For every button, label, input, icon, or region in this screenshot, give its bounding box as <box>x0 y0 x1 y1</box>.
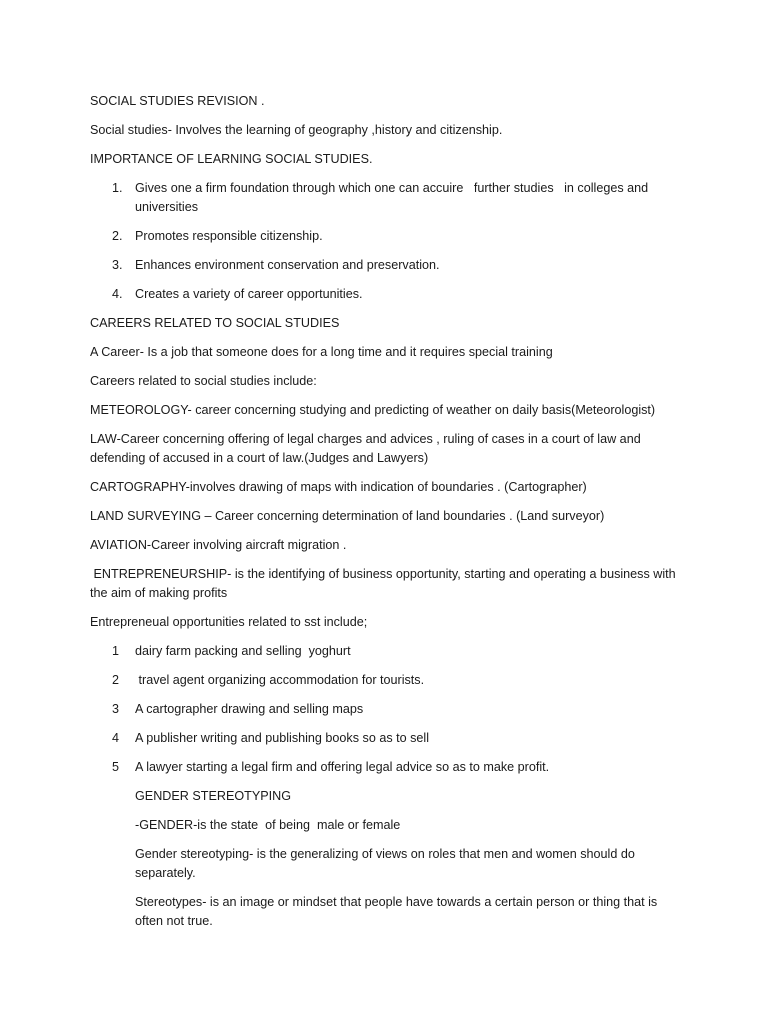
career-definition: A Career- Is a job that someone does for a long time and it requires special training <box>90 345 553 359</box>
list-text: Creates a variety of career opportunities. <box>135 287 363 301</box>
list-number: 2. <box>112 229 123 243</box>
list-item <box>90 227 680 246</box>
list-text: Promotes responsible citizenship. <box>135 229 323 243</box>
list-item <box>90 700 680 719</box>
list-item <box>90 179 680 217</box>
list-item <box>90 256 680 275</box>
document-title: SOCIAL STUDIES REVISION . <box>90 94 265 108</box>
career-entrepreneurship: ENTREPRENEURSHIP- is the identifying of business opportunity, starting and operating a business with the aim of making profits <box>90 567 680 600</box>
entrepreneurial-list <box>90 642 680 777</box>
list-text: dairy farm packing and selling yoghurt <box>135 644 351 658</box>
list-item <box>90 729 680 748</box>
list-number: 3. <box>112 258 123 272</box>
list-number: 1. <box>112 181 123 195</box>
careers-list <box>90 401 680 603</box>
list-text: travel agent organizing accommodation for tourists. <box>135 673 425 687</box>
careers-heading: CAREERS RELATED TO SOCIAL STUDIES <box>90 316 340 330</box>
list-number: 2 <box>112 673 120 687</box>
document-page <box>90 92 680 941</box>
list-number: 3 <box>112 702 120 716</box>
career-aviation: AVIATION-Career involving aircraft migration . <box>90 538 347 552</box>
list-item <box>90 642 680 661</box>
importance-list <box>90 179 680 304</box>
list-number: 4. <box>112 287 123 301</box>
careers-intro: Careers related to social studies include: <box>90 374 317 388</box>
list-number: 1 <box>112 644 120 658</box>
social-studies-definition: Social studies- Involves the learning of geography ,history and citizenship. <box>90 123 503 137</box>
career-meteorology: METEOROLOGY- career concerning studying and predicting of weather on daily basis(Meteorologist) <box>90 403 656 417</box>
list-text: A cartographer drawing and selling maps <box>135 702 364 716</box>
list-text: Enhances environment conservation and preservation. <box>135 258 440 272</box>
list-number: 4 <box>112 731 120 745</box>
gender-heading: GENDER STEREOTYPING <box>135 789 292 803</box>
stereotypes-definition: Stereotypes- is an image or mindset that people have towards a certain person or thing that is often not true. <box>135 895 661 928</box>
gender-stereotyping-definition: Gender stereotyping- is the generalizing of views on roles that men and women should do separately. <box>135 847 639 880</box>
entrepreneurial-intro: Entrepreneual opportunities related to sst include; <box>90 615 368 629</box>
list-number: 5 <box>112 760 120 774</box>
list-text: A publisher writing and publishing books so as to sell <box>135 731 430 745</box>
list-text: A lawyer starting a legal firm and offering legal advice so as to make profit. <box>135 760 550 774</box>
importance-heading: IMPORTANCE OF LEARNING SOCIAL STUDIES. <box>90 152 373 166</box>
list-item <box>90 671 680 690</box>
career-law: LAW-Career concerning offering of legal charges and advices , ruling of cases in a court of law and defending of accused in a court of law.(Judges and Lawyers) <box>90 432 645 465</box>
list-text: Gives one a firm foundation through which one can accuire further studies in colleges and universities <box>135 181 652 214</box>
career-land-surveying: LAND SURVEYING – Career concerning determination of land boundaries . (Land surveyor) <box>90 509 605 523</box>
gender-definition: -GENDER-is the state of being male or female <box>135 818 401 832</box>
career-cartography: CARTOGRAPHY-involves drawing of maps with indication of boundaries . (Cartographer) <box>90 480 587 494</box>
list-item <box>90 758 680 777</box>
list-item <box>90 285 680 304</box>
